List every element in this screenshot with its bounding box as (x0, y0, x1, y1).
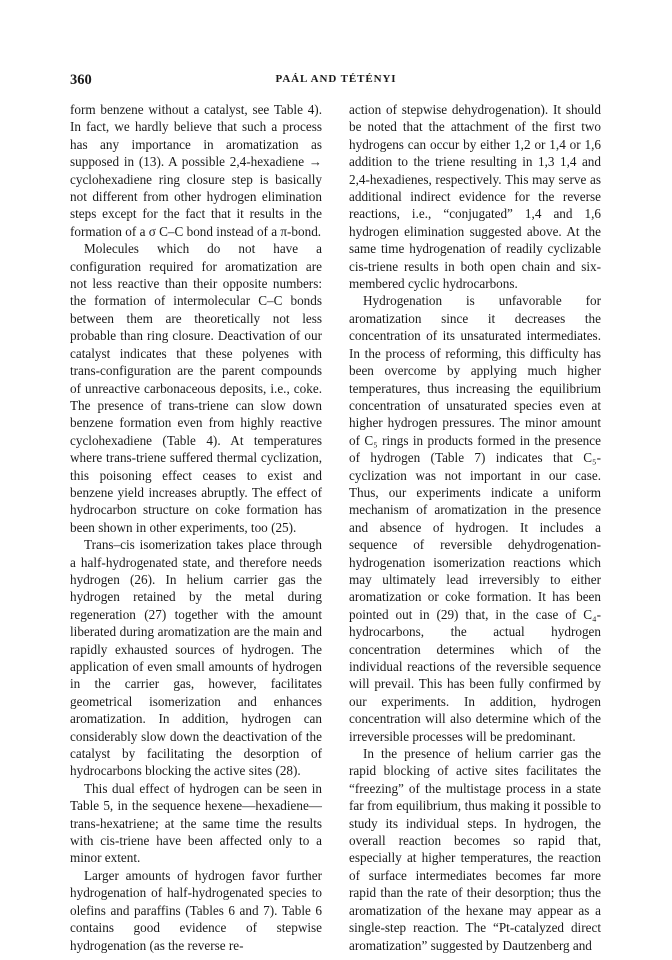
paragraph: Larger amounts of hydrogen favor further hydrogenation of half-hydrogenated species to olefins and paraffins (Tables 6 and 7). Table 6 contains good evidence of stepwise hydrogenation (as the reverse re- (70, 867, 322, 953)
paragraph: Molecules which do not have a configuration required for aromatization are not less reactive than their opposite numbers: the formation of intermolecular C–C bonds between them are theoretically not less probable than ring closure. Deactivation of our catalyst indicates that these polyenes with trans-configuration are the parent compounds of unreactive carbonaceous deposits, i.e., coke. The presence of trans-triene can slow down benzene formation even from highly reactive cyclohexadiene (Table 4). At temperatures where trans-triene suffered thermal cyclization, this poisoning effect ceases to exist and benzene yield increases abruptly. The effect of hydrocarbon structure on coke formation has been shown in other experiments, too (25). (70, 241, 322, 535)
running-head: PAÁL AND TÉTÉNYI (275, 73, 397, 85)
paragraph: action of stepwise dehydrogenation). It should be noted that the attachment of the first two hydrogens can occur by either 1,2 or 1,4 or 1,6 addition to the triene resulting in 1,3 1,4 and 2,4-hexadienes, respectively. This may serve as additional indirect evidence for the reverse reactions, i.e., “conjugated” 1,4 and 1,6 hydrogen elimination suggested above. At the same time hydrogenation of readily cyclizable cis-triene results in both open chain and six-membered cyclic hydrocarbons. (349, 102, 601, 292)
paragraph: Hydrogenation is unfavorable for aromatization since it decreases the concentration of its unsaturated intermediates. In the process of reforming, this difficulty has been overcome by applying much higher temperatures, thus increasing the equilibrium concentration of unsaturated species even at higher hydrogen pressures. The minor amount of C₅ rings in products formed in the presence of hydrogen (Table 7) indicates that C₅-cyclization was not important in our case. Thus, our experiments indicate a uniform mechanism of aromatization in the presence and absence of hydrogen. It includes a sequence of reversible dehydrogenation-hydrogenation isomerization reactions which may ultimately lead irreversibly to either aromatization or coke formation. It has been pointed out in (29) that, in the case of C₄-hydrocarbons, the actual hydrogen concentration determines which of the individual reactions of the reversible sequence will prevail. This has been fully confirmed by our experiments. In addition, hydrogen concentration will also determine which of the irreversible processes will be predominant. (349, 293, 601, 744)
paragraph: This dual effect of hydrogen can be seen in Table 5, in the sequence hexene—hexadiene—trans-hexatriene; at the same time the results with cis-triene have been affected only to a minor extent. (70, 780, 322, 866)
page-number: 360 (70, 72, 92, 88)
right-column (349, 101, 601, 954)
left-column (70, 101, 322, 954)
page-header (70, 72, 602, 92)
paragraph: form benzene without a catalyst, see Table 4). In fact, we hardly believe that such a process has any importance in aromatization as supposed in (13). A possible 2,4-hexadiene → cyclohexadiene ring closure step is basically not different from other hydrogen elimination steps except for the fact that it results in the formation of a σ C–C bond instead of a π-bond. (70, 102, 322, 239)
paragraph: Trans–cis isomerization takes place through a half-hydrogenated state, and therefore needs hydrogen (26). In helium carrier gas the hydrogen retained by the metal during regeneration (27) together with the amount liberated during aromatization are the main and rapidly exhausted sources of hydrogen. The application of even small amounts of hydrogen in the carrier gas, however, facilitates geometrical isomerization and enhances aromatization. In addition, hydrogen can considerably slow down the deactivation of the catalyst by facilitating the desorption of hydrocarbons blocking the active sites (28). (70, 537, 322, 779)
paragraph: In the presence of helium carrier gas the rapid blocking of active sites facilitates the “freezing” of the multistage process in a state far from equilibrium, thus making it possible to study its individual steps. In hydrogen, the overall reaction becomes so rapid that, especially at higher temperatures, the reaction of surface intermediates becomes far more rapid than the rate of their desorption; thus the aromatization of the hexane may appear as a single-step reaction. The “Pt-catalyzed direct aromatization” suggested by Dautzenberg and (349, 746, 601, 953)
